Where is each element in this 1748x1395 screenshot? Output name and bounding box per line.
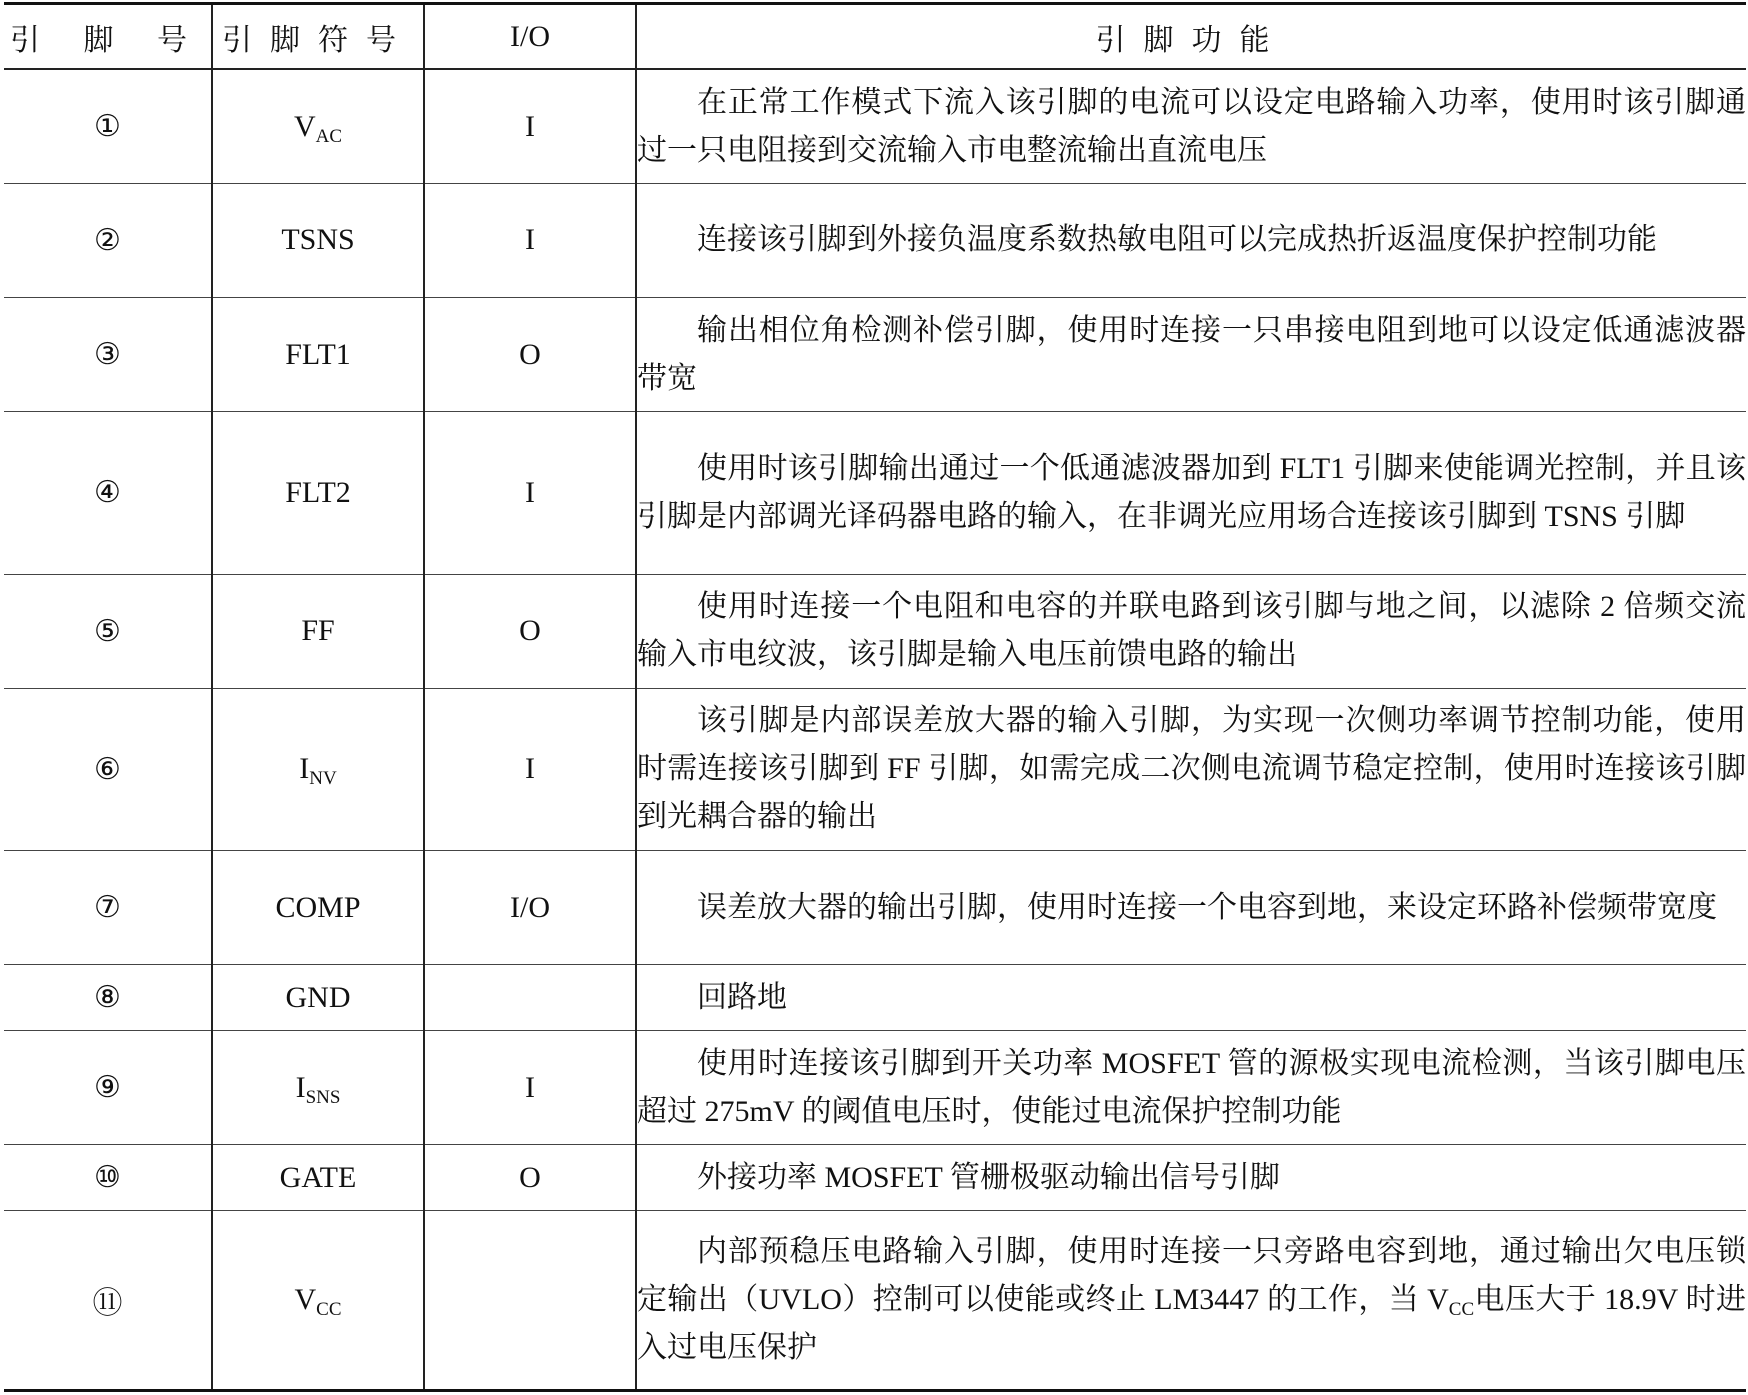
- function-subscript: CC: [1448, 1298, 1475, 1320]
- header-function: 引脚功能: [636, 4, 1746, 70]
- pin-function: [636, 69, 1746, 183]
- function-text: 使用时连接一个电阻和电容的并联电路到该引脚与地之间，以滤除 2 倍频交流输入市电纹波，该引脚是输入电压前馈电路的输出: [637, 590, 1746, 672]
- function-text: 外接功率 MOSFET 管栅极驱动输出信号引脚: [697, 1160, 1280, 1194]
- pin-number: ①: [4, 69, 212, 183]
- pin-function: [636, 183, 1746, 297]
- pin-symbol: [212, 412, 424, 574]
- table-row: [4, 69, 1746, 183]
- function-text: 该引脚是内部误差放大器的输入引脚，为实现一次侧功率调节控制功能，使用时需连接该引脚到 FF 引脚，如需完成二次侧电流调节稳定控制，使用时连接该引脚到光耦合器的输出: [637, 704, 1746, 834]
- pin-number: ③: [4, 298, 212, 412]
- function-text: 回路地: [697, 980, 787, 1014]
- symbol-text: COMP: [275, 890, 361, 924]
- table-row: [4, 851, 1746, 965]
- pin-io: O: [424, 574, 636, 688]
- table-row: [4, 1145, 1746, 1211]
- pin-function: [636, 1210, 1746, 1390]
- pin-function: [636, 412, 1746, 574]
- function-text: 连接该引脚到外接负温度系数热敏电阻可以完成热折返温度保护控制功能: [697, 223, 1657, 257]
- pin-symbol: [212, 1030, 424, 1144]
- header-row: [4, 4, 1746, 70]
- pin-io: [424, 965, 636, 1031]
- pin-io: I: [424, 183, 636, 297]
- pin-number: ④: [4, 412, 212, 574]
- pin-number: ⑦: [4, 851, 212, 965]
- symbol-text: FLT1: [285, 337, 351, 371]
- header-pin-symbol: 引脚符号: [212, 4, 424, 70]
- symbol-text: GATE: [279, 1160, 357, 1194]
- pin-number: ⑤: [4, 574, 212, 688]
- pin-function: [636, 1145, 1746, 1211]
- pin-function: [636, 574, 1746, 688]
- pin-number: ⑨: [4, 1030, 212, 1144]
- pin-symbol: [212, 183, 424, 297]
- table-row: [4, 688, 1746, 850]
- pin-number: ⑩: [4, 1145, 212, 1211]
- pin-io: I/O: [424, 851, 636, 965]
- function-text-part: 内部预稳压电路输入引脚，使用时连接一只旁路电容到地，通过输出欠电压锁定输出（UVLO）控制可以使能或终止 LM3447 的工作，当 V: [637, 1234, 1746, 1316]
- symbol-text: V: [294, 1282, 317, 1316]
- symbol-text: TSNS: [281, 223, 355, 257]
- symbol-subscript: NV: [309, 768, 337, 790]
- function-text: [637, 1228, 1746, 1372]
- pin-number: ⑪: [4, 1210, 212, 1390]
- pin-symbol: [212, 965, 424, 1031]
- pin-number: ⑧: [4, 965, 212, 1031]
- pin-function: [636, 851, 1746, 965]
- table-row: [4, 1210, 1746, 1390]
- function-text: 输出相位角检测补偿引脚，使用时连接一只串接电阻到地可以设定低通滤波器带宽: [637, 313, 1746, 395]
- header-io: I/O: [424, 4, 636, 70]
- symbol-text: FF: [301, 614, 335, 648]
- table-row: [4, 298, 1746, 412]
- function-text: 误差放大器的输出引脚，使用时连接一个电容到地，来设定环路补偿频带宽度: [697, 890, 1717, 924]
- pin-io: I: [424, 688, 636, 850]
- pin-function-table: [4, 2, 1746, 1392]
- header-pin-no: 引 脚 号: [4, 4, 212, 70]
- pin-number: ②: [4, 183, 212, 297]
- symbol-subscript: CC: [316, 1298, 342, 1320]
- pin-number: ⑥: [4, 688, 212, 850]
- pin-symbol: [212, 688, 424, 850]
- pin-function: [636, 1030, 1746, 1144]
- pin-function: [636, 298, 1746, 412]
- symbol-text: FLT2: [285, 475, 351, 509]
- pin-io: I: [424, 1030, 636, 1144]
- symbol-subscript: AC: [315, 125, 343, 147]
- pin-symbol: [212, 298, 424, 412]
- table-row: [4, 965, 1746, 1031]
- pin-symbol: [212, 1145, 424, 1211]
- symbol-text: V: [293, 109, 316, 143]
- pin-io: O: [424, 298, 636, 412]
- pin-io: I: [424, 412, 636, 574]
- symbol-subscript: SNS: [305, 1086, 341, 1108]
- pin-function: [636, 688, 1746, 850]
- table-row: [4, 1030, 1746, 1144]
- table-row: [4, 183, 1746, 297]
- pin-symbol: [212, 1210, 424, 1390]
- pin-symbol: [212, 69, 424, 183]
- pin-symbol: [212, 851, 424, 965]
- symbol-text: I: [295, 1070, 306, 1104]
- function-text: 使用时该引脚输出通过一个低通滤波器加到 FLT1 引脚来使能调光控制，并且该引脚是内部调光译码器电路的输入，在非调光应用场合连接该引脚到 TSNS 引脚: [637, 451, 1746, 533]
- table-row: [4, 412, 1746, 574]
- function-text: 在正常工作模式下流入该引脚的电流可以设定电路输入功率，使用时该引脚通过一只电阻接到交流输入市电整流输出直流电压: [637, 85, 1746, 167]
- symbol-text: I: [299, 752, 310, 786]
- symbol-text: GND: [285, 980, 351, 1014]
- pin-io: [424, 1210, 636, 1390]
- pin-function: [636, 965, 1746, 1031]
- table-row: [4, 574, 1746, 688]
- function-text-part: 电压大于 18.9V 时进入过电压保护: [637, 1282, 1746, 1364]
- pin-symbol: [212, 574, 424, 688]
- pin-io: I: [424, 69, 636, 183]
- function-text: 使用时连接该引脚到开关功率 MOSFET 管的源极实现电流检测，当该引脚电压超过 275mV 的阈值电压时，使能过电流保护控制功能: [637, 1046, 1746, 1128]
- pin-io: O: [424, 1145, 636, 1211]
